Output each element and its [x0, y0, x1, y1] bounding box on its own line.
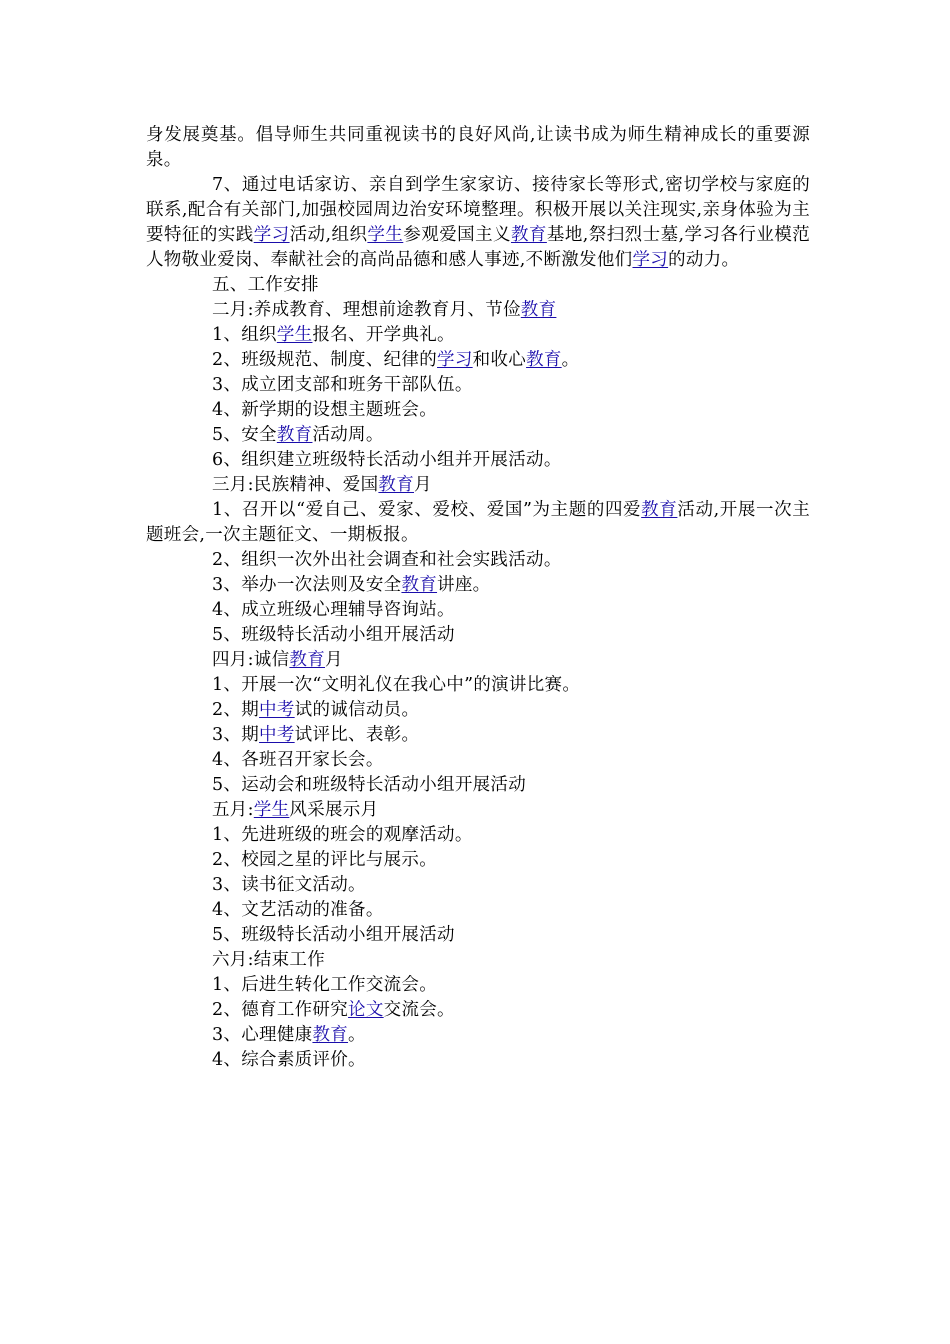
month-heading-mar — [146, 473, 810, 498]
text: 。 — [561, 350, 580, 370]
link-jiaoyu[interactable]: 教育 — [276, 425, 313, 445]
list-item: 1、后进生转化工作交流会。 — [212, 975, 438, 995]
link-jiaoyu[interactable]: 教育 — [401, 575, 438, 595]
text: 月 — [414, 475, 432, 495]
list-item: 4、文艺活动的准备。 — [212, 900, 384, 920]
text: 基地,祭扫烈士墓,学习各行业模范人物敬业爱岗、奉献社会的高尚品德和感人事迹,不断激发他们 — [146, 225, 811, 270]
link-jiaoyu[interactable]: 教育 — [510, 225, 547, 245]
list-item: 4、各班召开家长会。 — [212, 750, 384, 770]
text: 活动周。 — [312, 425, 384, 445]
list-item: 1、先进班级的班会的观摩活动。 — [212, 825, 473, 845]
text: 2、期 — [212, 700, 260, 720]
link-jiaoyu[interactable]: 教育 — [526, 350, 562, 370]
link-jiaoyu[interactable]: 教育 — [289, 650, 326, 670]
text: 2、德育工作研究 — [212, 1000, 349, 1020]
document-page — [146, 123, 810, 1073]
text: 3、心理健康 — [212, 1025, 313, 1045]
link-jiaoyu[interactable]: 教育 — [641, 500, 678, 520]
link-xuexi[interactable]: 学习 — [437, 350, 473, 370]
link-xuesheng[interactable]: 学生 — [276, 325, 313, 345]
link-zhongkao[interactable]: 中考 — [259, 725, 295, 745]
list-item — [146, 723, 810, 748]
list-item: 5、班级特长活动小组开展活动 — [212, 625, 455, 645]
list-item — [146, 348, 810, 373]
text: 和收心 — [472, 350, 527, 370]
link-xuexi[interactable]: 学习 — [253, 225, 290, 245]
text: 身发展奠基。倡导师生共同重视读书的良好风尚,让读书成为师生精神成长的重要源泉。 — [146, 125, 810, 170]
text: 试评比、表彰。 — [294, 725, 420, 745]
list-item: 2、校园之星的评比与展示。 — [212, 850, 438, 870]
text: 活动,组织 — [289, 225, 368, 245]
list-item — [146, 573, 810, 598]
link-jiaoyu[interactable]: 教育 — [378, 475, 415, 495]
link-lunwen[interactable]: 论文 — [348, 1000, 384, 1020]
text: 五月: — [212, 800, 254, 820]
text: 风采展示月 — [289, 800, 379, 820]
text: 四月:诚信 — [212, 650, 290, 670]
text: 交流会。 — [383, 1000, 455, 1020]
list-item — [146, 998, 810, 1023]
list-item: 5、运动会和班级特长活动小组开展活动 — [212, 775, 527, 795]
text: 活动,开展一次主题班会,一次主题征文、一期板报。 — [146, 500, 810, 545]
text: 7、通过电话家访、亲自到学生家家访、接待家长等形式,密切学校与家庭的联系,配合有关部门,加强校园周边治安环境整理。积极开展以关注现实,亲身体验为主要特征的实践 — [146, 175, 810, 245]
text: 3、期 — [212, 725, 260, 745]
list-item — [146, 498, 810, 548]
link-jiaoyu[interactable]: 教育 — [520, 300, 557, 320]
list-item: 6、组织建立班级特长活动小组并开展活动。 — [212, 450, 562, 470]
list-item: 4、新学期的设想主题班会。 — [212, 400, 438, 420]
text: 5、安全 — [212, 425, 277, 445]
paragraph-item-7 — [146, 173, 810, 273]
month-heading-feb — [146, 298, 810, 323]
link-jiaoyu[interactable]: 教育 — [312, 1025, 349, 1045]
list-item — [146, 698, 810, 723]
text: 试的诚信动员。 — [294, 700, 420, 720]
link-xuesheng[interactable]: 学生 — [367, 225, 404, 245]
list-item: 2、组织一次外出社会调查和社会实践活动。 — [212, 550, 562, 570]
month-heading-apr — [146, 648, 810, 673]
list-item: 4、综合素质评价。 — [212, 1050, 366, 1070]
text: 1、召开以“爱自己、爱家、爱校、爱国”为主题的四爱 — [212, 500, 642, 520]
list-item: 3、成立团支部和班务干部队伍。 — [212, 375, 473, 395]
text: 1、组织 — [212, 325, 277, 345]
link-xuesheng[interactable]: 学生 — [253, 800, 290, 820]
text: 二月:养成教育、理想前途教育月、节俭 — [212, 300, 521, 320]
paragraph-reading — [146, 123, 810, 173]
text: 报名、开学典礼。 — [312, 325, 455, 345]
text: 的动力。 — [668, 250, 740, 270]
list-item: 1、开展一次“文明礼仪在我心中”的演讲比赛。 — [212, 675, 581, 695]
list-item — [146, 323, 810, 348]
link-zhongkao[interactable]: 中考 — [259, 700, 295, 720]
list-item: 4、成立班级心理辅导咨询站。 — [212, 600, 455, 620]
text: 月 — [325, 650, 343, 670]
month-heading-may — [146, 798, 810, 823]
text: 2、班级规范、制度、纪律的 — [212, 350, 438, 370]
text: 。 — [348, 1025, 366, 1045]
list-item: 3、读书征文活动。 — [212, 875, 366, 895]
list-item — [146, 423, 810, 448]
section-heading: 五、工作安排 — [212, 275, 319, 295]
list-item: 5、班级特长活动小组开展活动 — [212, 925, 455, 945]
text: 参观爱国主义 — [403, 225, 511, 245]
link-xuexi[interactable]: 学习 — [632, 250, 669, 270]
text: 3、举办一次法则及安全 — [212, 575, 402, 595]
text: 三月:民族精神、爱国 — [212, 475, 379, 495]
text: 讲座。 — [437, 575, 491, 595]
month-heading-jun: 六月:结束工作 — [212, 950, 325, 970]
list-item — [146, 1023, 810, 1048]
